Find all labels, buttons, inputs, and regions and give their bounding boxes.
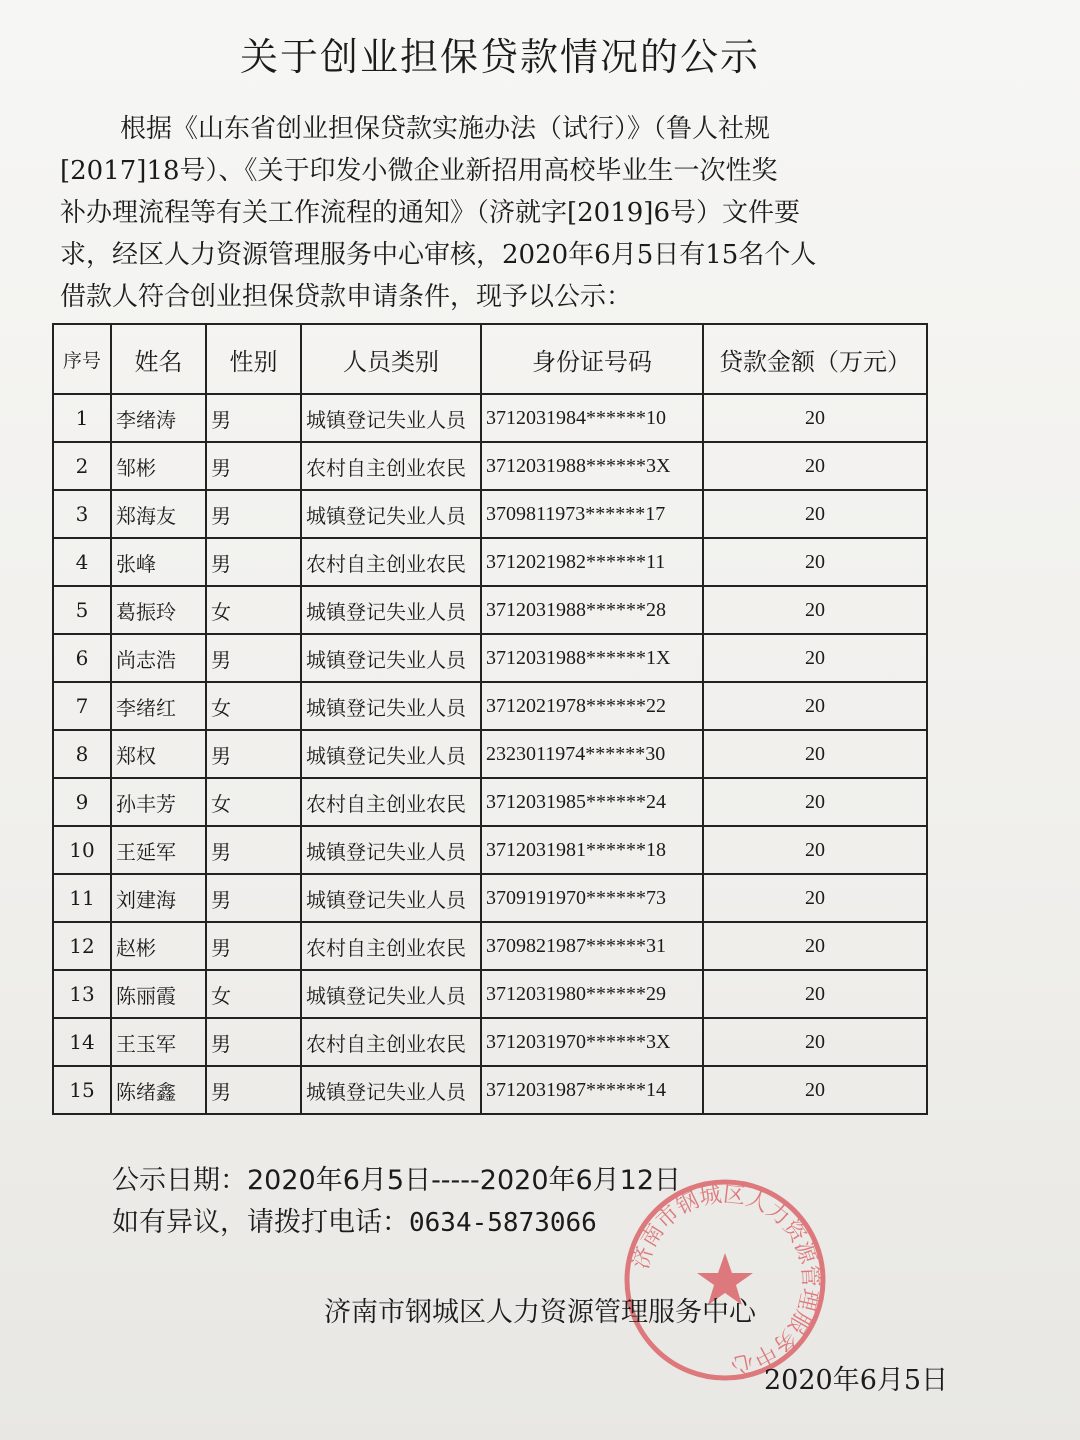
cell-id-number: 3709811973******17 bbox=[481, 490, 703, 538]
table-row bbox=[53, 634, 927, 682]
issuing-organization: 济南市钢城区人力资源管理服务中心 bbox=[324, 1297, 756, 1328]
publicity-period bbox=[112, 1158, 681, 1197]
cell-sex: 男 bbox=[206, 634, 301, 682]
objection-contact-label: 如有异议，请拨打电话： bbox=[112, 1207, 409, 1238]
cell-sex: 男 bbox=[206, 538, 301, 586]
cell-id-number: 3712031985******24 bbox=[481, 778, 703, 826]
cell-category: 城镇登记失业人员 bbox=[301, 586, 481, 634]
cell-id-number: 3712031981******18 bbox=[481, 826, 703, 874]
table-row bbox=[53, 778, 927, 826]
table-row bbox=[53, 490, 927, 538]
cell-loan-amount: 20 bbox=[703, 778, 927, 826]
intro-line: 求，经区人力资源管理服务中心审核，2020年6月5日有15名个人 bbox=[60, 240, 817, 270]
cell-serial: 1 bbox=[53, 394, 111, 442]
cell-loan-amount: 20 bbox=[703, 682, 927, 730]
cell-name: 陈丽霞 bbox=[111, 970, 206, 1018]
cell-category: 城镇登记失业人员 bbox=[301, 682, 481, 730]
cell-category: 城镇登记失业人员 bbox=[301, 730, 481, 778]
cell-name: 邹彬 bbox=[111, 442, 206, 490]
cell-name: 王延军 bbox=[111, 826, 206, 874]
header-loan-amount: 贷款金额（万元） bbox=[703, 324, 927, 394]
intro-line: 借款人符合创业担保贷款申请条件，现予以公示： bbox=[60, 282, 633, 312]
objection-contact bbox=[112, 1200, 597, 1239]
cell-serial: 15 bbox=[53, 1066, 111, 1114]
cell-loan-amount: 20 bbox=[703, 490, 927, 538]
cell-name: 刘建海 bbox=[111, 874, 206, 922]
cell-category: 农村自主创业农民 bbox=[301, 1018, 481, 1066]
cell-category: 城镇登记失业人员 bbox=[301, 1066, 481, 1114]
cell-serial: 2 bbox=[53, 442, 111, 490]
cell-id-number: 3712031980******29 bbox=[481, 970, 703, 1018]
cell-sex: 男 bbox=[206, 730, 301, 778]
intro-line: 补办理流程等有关工作流程的通知》（济就字[2019]6号）文件要 bbox=[60, 198, 800, 228]
cell-serial: 12 bbox=[53, 922, 111, 970]
cell-serial: 14 bbox=[53, 1018, 111, 1066]
table-row bbox=[53, 730, 927, 778]
cell-name: 尚志浩 bbox=[111, 634, 206, 682]
cell-id-number: 3712031988******28 bbox=[481, 586, 703, 634]
cell-serial: 9 bbox=[53, 778, 111, 826]
header-id-number: 身份证号码 bbox=[481, 324, 703, 394]
cell-name: 孙丰芳 bbox=[111, 778, 206, 826]
issue-date: 2020年6月5日 bbox=[764, 1365, 949, 1396]
cell-serial: 8 bbox=[53, 730, 111, 778]
table-row bbox=[53, 586, 927, 634]
table-row bbox=[53, 826, 927, 874]
cell-name: 李绪红 bbox=[111, 682, 206, 730]
cell-name: 李绪涛 bbox=[111, 394, 206, 442]
cell-loan-amount: 20 bbox=[703, 874, 927, 922]
cell-name: 葛振玲 bbox=[111, 586, 206, 634]
cell-id-number: 2323011974******30 bbox=[481, 730, 703, 778]
cell-id-number: 3712031988******3X bbox=[481, 442, 703, 490]
cell-category: 城镇登记失业人员 bbox=[301, 490, 481, 538]
publicity-period-label: 公示日期： bbox=[112, 1165, 247, 1196]
cell-serial: 5 bbox=[53, 586, 111, 634]
cell-category: 农村自主创业农民 bbox=[301, 778, 481, 826]
header-category: 人员类别 bbox=[301, 324, 481, 394]
cell-category: 城镇登记失业人员 bbox=[301, 634, 481, 682]
cell-loan-amount: 20 bbox=[703, 970, 927, 1018]
cell-sex: 男 bbox=[206, 826, 301, 874]
cell-serial: 10 bbox=[53, 826, 111, 874]
cell-loan-amount: 20 bbox=[703, 826, 927, 874]
cell-name: 郑海友 bbox=[111, 490, 206, 538]
cell-sex: 男 bbox=[206, 442, 301, 490]
cell-id-number: 3709191970******73 bbox=[481, 874, 703, 922]
intro-line: [2017]18号）、《关于印发小微企业新招用高校毕业生一次性奖 bbox=[60, 156, 778, 186]
cell-id-number: 3712031970******3X bbox=[481, 1018, 703, 1066]
official-seal-icon bbox=[620, 1175, 830, 1385]
intro-line: 根据《山东省创业担保贷款实施办法（试行）》（鲁人社规 bbox=[120, 114, 771, 144]
cell-name: 张峰 bbox=[111, 538, 206, 586]
cell-category: 农村自主创业农民 bbox=[301, 538, 481, 586]
table-row bbox=[53, 394, 927, 442]
header-serial: 序号 bbox=[53, 324, 111, 394]
header-name: 姓名 bbox=[111, 324, 206, 394]
table-row bbox=[53, 1066, 927, 1114]
cell-id-number: 3712021978******22 bbox=[481, 682, 703, 730]
table-row bbox=[53, 1018, 927, 1066]
cell-id-number: 3712021982******11 bbox=[481, 538, 703, 586]
cell-sex: 女 bbox=[206, 586, 301, 634]
cell-serial: 3 bbox=[53, 490, 111, 538]
intro-paragraph bbox=[60, 108, 930, 318]
cell-id-number: 3712031984******10 bbox=[481, 394, 703, 442]
table-row bbox=[53, 442, 927, 490]
cell-category: 城镇登记失业人员 bbox=[301, 394, 481, 442]
cell-sex: 男 bbox=[206, 922, 301, 970]
document-title: 关于创业担保贷款情况的公示 bbox=[239, 35, 760, 79]
cell-loan-amount: 20 bbox=[703, 1066, 927, 1114]
cell-sex: 男 bbox=[206, 1018, 301, 1066]
cell-name: 赵彬 bbox=[111, 922, 206, 970]
table-row bbox=[53, 682, 927, 730]
cell-category: 城镇登记失业人员 bbox=[301, 970, 481, 1018]
cell-loan-amount: 20 bbox=[703, 922, 927, 970]
table-row bbox=[53, 538, 927, 586]
cell-serial: 11 bbox=[53, 874, 111, 922]
cell-id-number: 3712031987******14 bbox=[481, 1066, 703, 1114]
cell-id-number: 3709821987******31 bbox=[481, 922, 703, 970]
svg-text:济南市钢城区人力资源管理服务中心: 济南市钢城区人力资源管理服务中心 bbox=[628, 1182, 823, 1378]
cell-category: 城镇登记失业人员 bbox=[301, 874, 481, 922]
cell-sex: 男 bbox=[206, 490, 301, 538]
cell-loan-amount: 20 bbox=[703, 394, 927, 442]
header-sex: 性别 bbox=[206, 324, 301, 394]
cell-loan-amount: 20 bbox=[703, 442, 927, 490]
cell-name: 陈绪鑫 bbox=[111, 1066, 206, 1114]
cell-id-number: 3712031988******1X bbox=[481, 634, 703, 682]
table-row bbox=[53, 874, 927, 922]
table-row bbox=[53, 970, 927, 1018]
applicant-table bbox=[52, 323, 928, 1115]
cell-category: 城镇登记失业人员 bbox=[301, 826, 481, 874]
cell-name: 王玉军 bbox=[111, 1018, 206, 1066]
cell-category: 农村自主创业农民 bbox=[301, 442, 481, 490]
publicity-period-value: 2020年6月5日-----2020年6月12日 bbox=[247, 1165, 682, 1196]
cell-sex: 女 bbox=[206, 682, 301, 730]
cell-loan-amount: 20 bbox=[703, 538, 927, 586]
cell-sex: 男 bbox=[206, 1066, 301, 1114]
cell-name: 郑权 bbox=[111, 730, 206, 778]
cell-sex: 男 bbox=[206, 874, 301, 922]
cell-sex: 女 bbox=[206, 970, 301, 1018]
table-row bbox=[53, 922, 927, 970]
cell-loan-amount: 20 bbox=[703, 634, 927, 682]
cell-loan-amount: 20 bbox=[703, 586, 927, 634]
table-header-row bbox=[53, 324, 927, 394]
cell-loan-amount: 20 bbox=[703, 730, 927, 778]
cell-serial: 13 bbox=[53, 970, 111, 1018]
cell-serial: 6 bbox=[53, 634, 111, 682]
cell-serial: 7 bbox=[53, 682, 111, 730]
cell-loan-amount: 20 bbox=[703, 1018, 927, 1066]
cell-serial: 4 bbox=[53, 538, 111, 586]
cell-sex: 女 bbox=[206, 778, 301, 826]
table-body bbox=[53, 394, 927, 1114]
cell-category: 农村自主创业农民 bbox=[301, 922, 481, 970]
objection-phone-number: 0634-5873066 bbox=[409, 1208, 597, 1238]
cell-sex: 男 bbox=[206, 394, 301, 442]
